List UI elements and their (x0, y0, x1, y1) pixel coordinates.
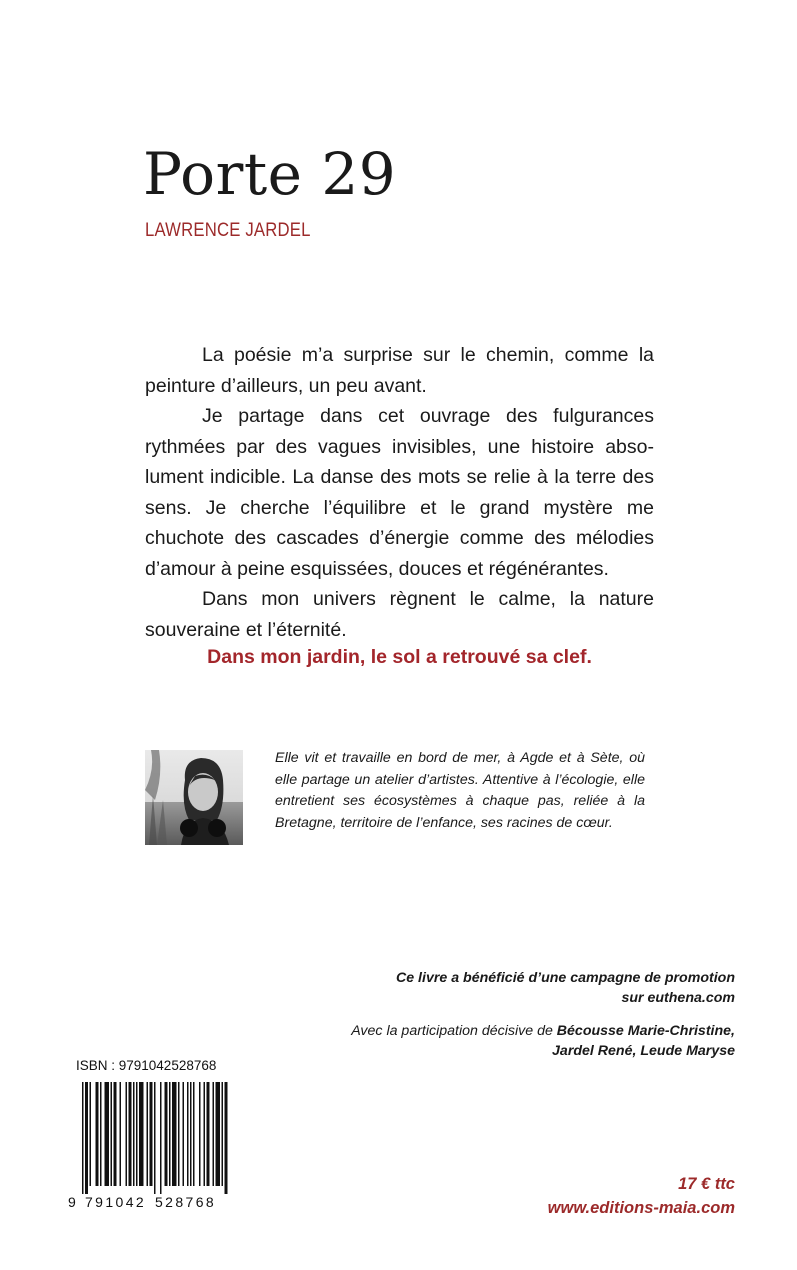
promotion-line: Ce livre a bénéficié d’une campagne de promotion (395, 970, 735, 986)
barcode-bar (82, 1082, 84, 1194)
barcode-bar (199, 1082, 201, 1186)
back-cover-blurb (145, 340, 654, 645)
barcode-bar (96, 1082, 99, 1186)
barcode-bar (114, 1082, 117, 1186)
isbn-label: ISBN : 9791042528768 (76, 1058, 217, 1073)
author-name: LAWRENCE JARDEL (145, 220, 311, 241)
promotion-note (315, 968, 735, 1008)
barcode-bar (90, 1082, 92, 1186)
barcode-bar (111, 1082, 113, 1186)
tagline: Dans mon jardin, le sol a retrouvé sa clef. (207, 646, 592, 668)
blurb-paragraph: Dans mon univers règnent le calme, la nature souveraine et l’éternité. (145, 588, 654, 641)
barcode-bar (126, 1082, 128, 1186)
barcode-bar (85, 1082, 88, 1194)
barcode-bar (213, 1082, 215, 1186)
barcode-bar (183, 1082, 185, 1186)
barcode-bar (150, 1082, 153, 1186)
barcode-bar (190, 1082, 192, 1186)
barcode-bar (207, 1082, 210, 1186)
barcode-bar (139, 1082, 144, 1186)
barcode-bar (178, 1082, 180, 1186)
publisher-website[interactable]: www.editions-maia.com (547, 1199, 735, 1217)
participation-note (295, 1021, 735, 1061)
barcode-digit-lead: 9 (68, 1194, 76, 1210)
barcode-bar (216, 1082, 221, 1186)
barcode-bar (105, 1082, 110, 1186)
barcode-bar (160, 1082, 162, 1194)
barcode-bar (222, 1082, 224, 1186)
barcode-bar (169, 1082, 171, 1186)
author-photo (145, 750, 243, 845)
barcode-bar (172, 1082, 177, 1186)
barcode-bar (154, 1082, 156, 1194)
barcode-bar (204, 1082, 206, 1186)
promotion-line: sur euthena.com (621, 990, 735, 1006)
participation-names: Jardel René, Leude Maryse (552, 1043, 735, 1059)
book-title: Porte 29 (143, 140, 397, 208)
barcode-bar (133, 1082, 135, 1186)
author-bio: Elle vit et travaille en bord de mer, à Agde et à Sète, où elle partage un atelier d’artistes. Attentive à l’écologie, elle entretient ses écosystèmes à chaque pas, reliée à la Bretagne, territoire de l’enfance, ses racines de cœur. (275, 750, 645, 831)
barcode-bar (147, 1082, 149, 1186)
isbn-barcode (68, 1080, 230, 1210)
barcode-bar (129, 1082, 132, 1186)
barcode-digits-right: 528768 (155, 1194, 217, 1210)
barcode-bar (165, 1082, 168, 1186)
barcode-bar (187, 1082, 189, 1186)
barcode-bar (120, 1082, 122, 1186)
price: 17 € ttc (678, 1175, 735, 1193)
barcode-bar (193, 1082, 195, 1186)
barcode-bar (100, 1082, 102, 1186)
participation-names: Bécousse Marie-Christine, (556, 1023, 735, 1039)
blurb-paragraph: La poésie m’a surprise sur le chemin, comme la peinture d’ailleurs, un peu avant. (145, 344, 654, 397)
barcode-digits-left: 791042 (85, 1194, 147, 1210)
barcode-bar (225, 1082, 228, 1194)
barcode-bar (136, 1082, 138, 1186)
price-block (548, 1172, 735, 1220)
blurb-paragraph: Je partage dans cet ouvrage des fulgurances rythmées par des vagues invisibles, une histoire absolument indicible. La danse des mots se relie à la terre des sens. Je cherche l’équilibre et le grand mystère me chuchote des cascades d’énergie comme des mélodies d’amour à peine esquissées, douces et régénérantes. (145, 405, 654, 580)
participation-prefix: Avec la participation décisive de (351, 1023, 557, 1039)
